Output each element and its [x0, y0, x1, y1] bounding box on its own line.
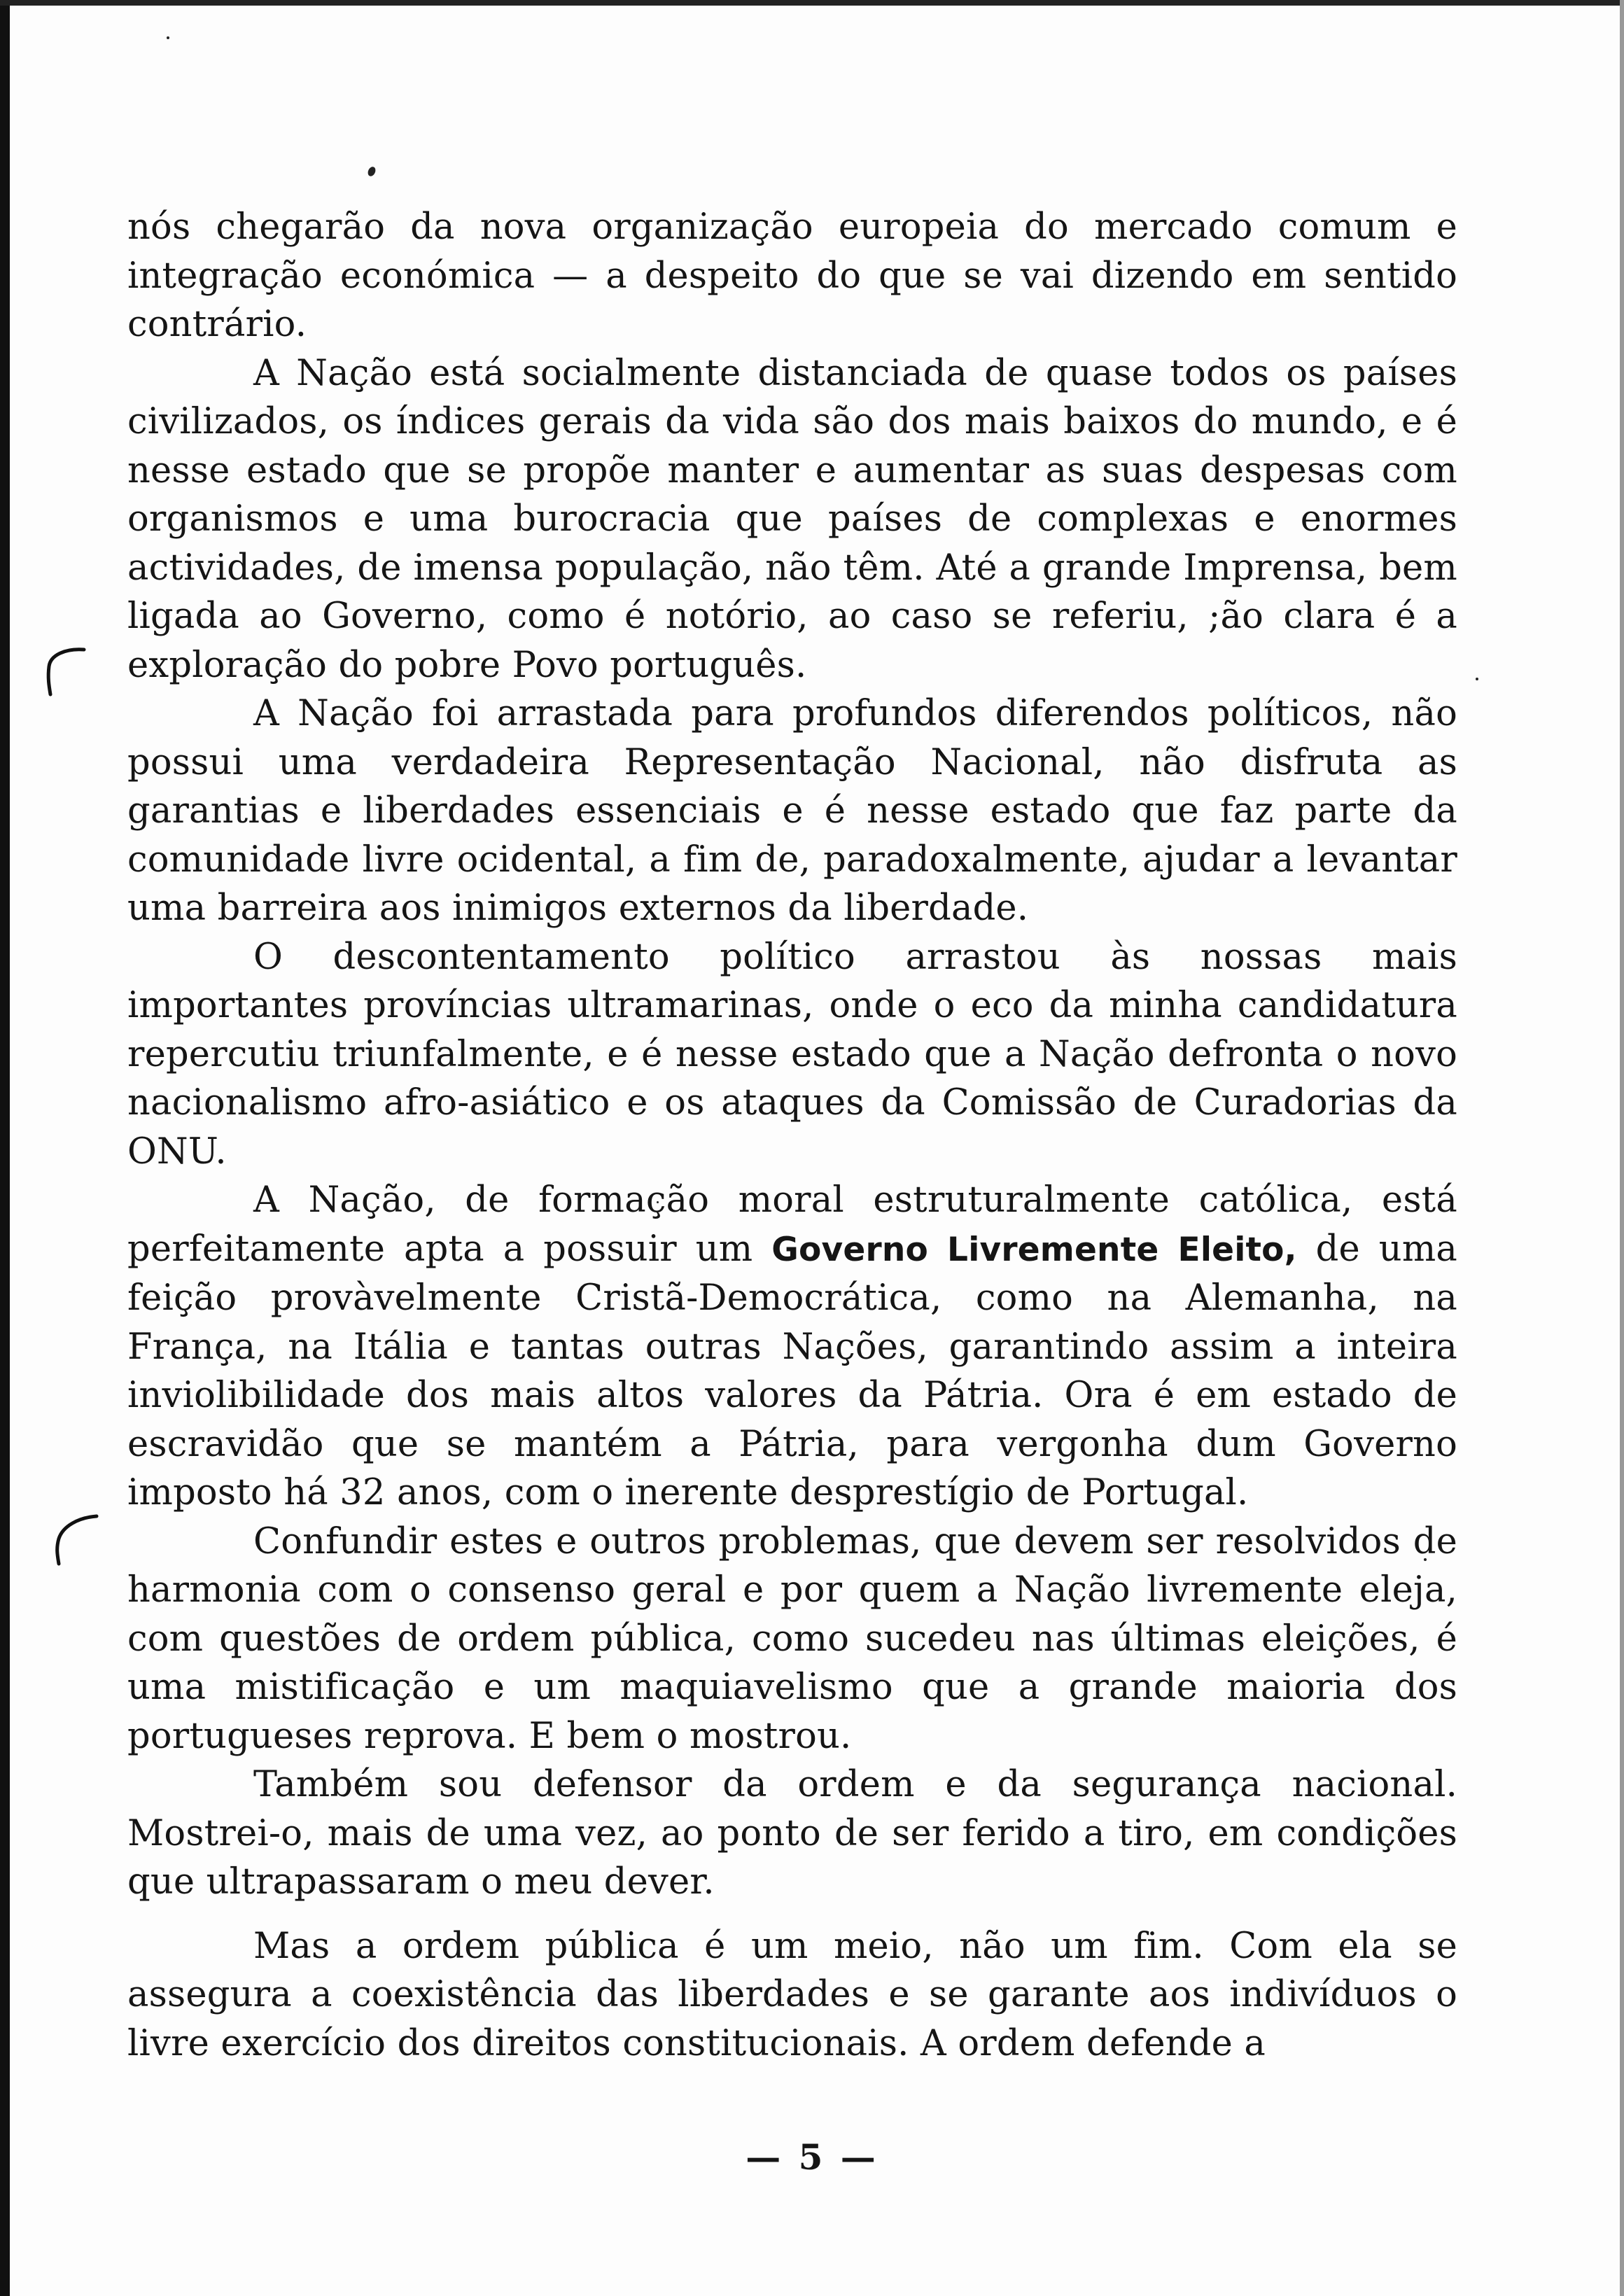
scan-border-right — [1620, 0, 1624, 2296]
paragraph-text: Mas a ordem pública é um meio, não um fim. Com ela se assegura a coexistência das liberdades e se garante aos indivíduos o livre exercício dos direitos constitucionais. A ordem defende a — [127, 1925, 1457, 2064]
paragraph — [127, 1176, 1457, 1518]
page-number: — 5 — — [746, 2136, 878, 2178]
scan-border-left — [0, 0, 10, 2296]
scan-speck — [1476, 678, 1478, 680]
paragraph — [127, 1518, 1457, 1761]
scan-border-top — [0, 0, 1624, 6]
paragraph — [127, 690, 1457, 933]
scan-speck — [367, 166, 377, 178]
paragraph-text: nós chegarão da nova organização europeia do mercado comum e integração económica — a despeito do que se vai dizendo em sentido contrário. — [127, 206, 1457, 345]
paragraph-text: O descontentamento político arrastou às nossas mais importantes províncias ultramarinas, onde o eco da minha candidatura repercutiu triunfalmente, e é nesse estado que a Nação defronta o novo nacionalismo afro-asiático e os ataques da Comissão de Curadorias da ONU. — [127, 936, 1457, 1172]
scan-speck — [167, 36, 169, 39]
paragraph — [127, 349, 1457, 690]
document-body — [127, 203, 1457, 2068]
paragraph-text: Também sou defensor da ordem e da segurança nacional. Mostrei-o, mais de uma vez, ao ponto de ser ferido a tiro, em condições que ultrapassaram o meu dever. — [127, 1764, 1457, 1903]
paragraph-text: de uma feição provàvelmente Cristã-Democrática, como na Alemanha, na França, na Itália e tantas outras Nações, garantindo assim a inteira inviolibilidade dos mais altos valores da Pátria. Ora é em estado de escravidão que se mantém a Pátria, para vergonha dum Governo imposto há 32 anos, com o inerente desprestígio de Portugal. — [127, 1228, 1457, 1513]
paragraph-text: A Nação foi arrastada para profundos diferendos políticos, não possui uma verdadeira Representação Nacional, não disfruta as garantias e liberdades essenciais e é nesse estado que faz parte da comunidade livre ocidental, a fim de, paradoxalmente, ajudar a levantar uma barreira aos inimigos externos da liberdade. — [127, 693, 1457, 929]
margin-bracket-mark — [52, 1511, 101, 1567]
paragraph — [127, 1760, 1457, 1907]
paragraph-text: A Nação, de formação moral estruturalmente católica, está perfeitamente apta a possuir um — [127, 1180, 1457, 1270]
paragraph — [127, 1922, 1457, 2068]
emphasized-phrase: Governo Livremente Eleito, — [771, 1230, 1297, 1269]
paragraph-text: Confundir estes e outros problemas, que devem ser resolvidos de harmonia com o consenso geral e por quem a Nação livremente eleja, com questões de ordem pública, como sucedeu nas últimas eleições, é uma mistificação e um maquiavelismo que a grande maioria dos portugueses reprova. E bem o mostrou. — [127, 1520, 1457, 1757]
paragraph — [127, 933, 1457, 1177]
paragraph — [127, 203, 1457, 349]
paragraph-text: A Nação está socialmente distanciada de quase todos os países civilizados, os índices gerais da vida são dos mais baixos do mundo, e é nesse estado que se propõe manter e aumentar as suas despesas com organismos e uma burocracia que países de complexas e enormes actividades, de imensa população, não têm. Até a grande Imprensa, bem ligada ao Governo, como é notório, ao caso se referiu, ;ão clara é a exploração do pobre Povo português. — [127, 352, 1457, 686]
margin-bracket-mark — [41, 643, 90, 699]
